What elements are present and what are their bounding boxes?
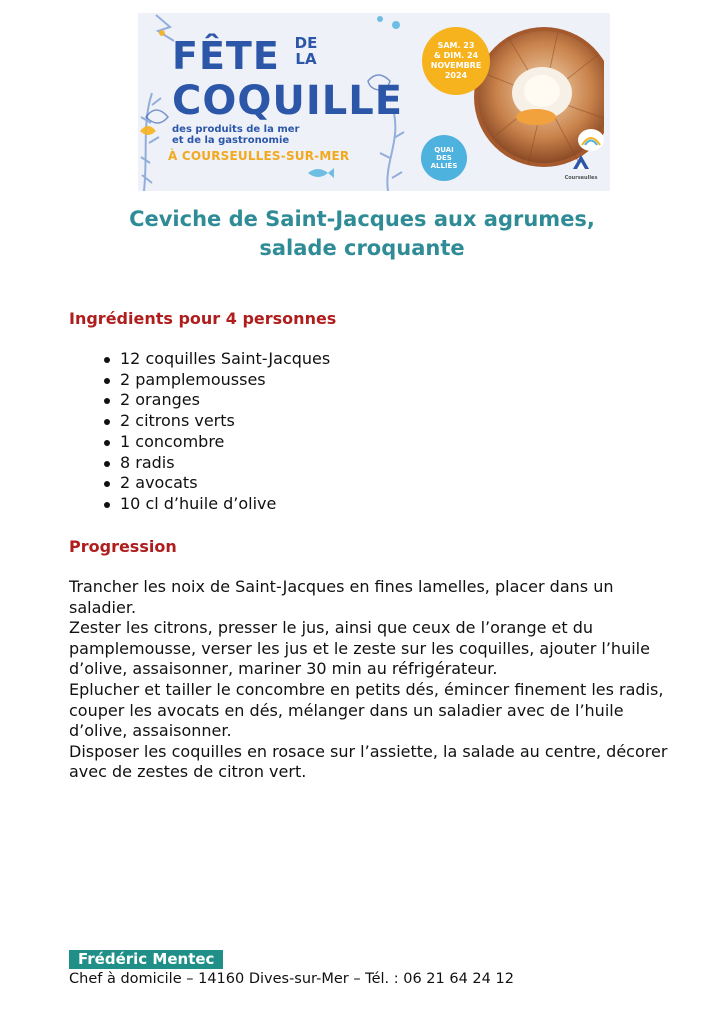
event-logo (578, 129, 604, 151)
banner-subtitle-1: des produits de la mer (172, 124, 300, 135)
banner-subtitle-2: et de la gastronomie (172, 135, 290, 146)
venue-line-2: DES (436, 154, 452, 162)
banner-location: À COURSEULLES-SUR-MER (168, 149, 350, 163)
ingredients-list (102, 349, 330, 515)
ingredient-item: 2 avocats (102, 473, 330, 494)
event-date-badge (422, 27, 490, 95)
ingredient-item: 1 concombre (102, 432, 330, 453)
banner-title-de-la (286, 35, 326, 67)
ingredient-item: 10 cl d’huile d’olive (102, 494, 330, 515)
ingredients-heading: Ingrédients pour 4 personnes (69, 309, 337, 328)
progression-steps (69, 577, 669, 783)
venue-badge (421, 135, 467, 181)
banner-subtitle (172, 124, 402, 146)
date-line-1: SAM. 23 (437, 41, 475, 50)
town-logo-text: Courseulles (564, 175, 598, 181)
event-banner (138, 13, 610, 191)
chef-name-badge: Frédéric Mentec (69, 950, 223, 969)
ingredient-item: 2 oranges (102, 390, 330, 411)
recipe-title (0, 205, 724, 263)
banner-title-de: DE (294, 34, 318, 52)
step-paragraph: Zester les citrons, presser le jus, ainsi que ceux de l’orange et du pamplemousse, verser les jus et le zeste sur les coquilles, ajouter l’huile d’olive, assaisonner, mariner 30 min au réfrigérateur. (69, 618, 650, 679)
ingredient-item: 2 pamplemousses (102, 370, 330, 391)
date-line-4: 2024 (444, 71, 468, 80)
banner-title-coquille: COQUILLE (172, 78, 404, 124)
step-paragraph: Trancher les noix de Saint-Jacques en fines lamelles, placer dans un saladier. (69, 577, 614, 617)
venue-line-1: QUAI (434, 146, 454, 154)
ingredient-item: 2 citrons verts (102, 411, 330, 432)
town-crest-icon (571, 153, 591, 171)
banner-title-la: LA (295, 50, 317, 68)
date-line-3: NOVEMBRE (430, 61, 482, 70)
ingredient-item: 12 coquilles Saint-Jacques (102, 349, 330, 370)
ingredient-item: 8 radis (102, 453, 330, 474)
step-paragraph: Eplucher et tailler le concombre en petits dés, émincer finement les radis, couper les avocats en dés, mélanger dans un saladier avec de l’huile d’olive, assaisonner. (69, 679, 664, 741)
rainbow-shell-icon (578, 129, 604, 151)
recipe-title-line-1: Ceviche de Saint-Jacques aux agrumes, (129, 207, 595, 231)
chef-contact-info: Chef à domicile – 14160 Dives-sur-Mer – Tél. : 06 21 64 24 12 (69, 971, 514, 987)
town-logo (556, 153, 606, 189)
recipe-title-line-2: salade croquante (259, 236, 465, 260)
date-line-2: & DIM. 24 (433, 51, 479, 60)
venue-line-3: ALLIÉS (430, 162, 458, 170)
progression-heading: Progression (69, 537, 177, 556)
banner-title-fete: FÊTE (172, 34, 280, 78)
step-paragraph: Disposer les coquilles en rosace sur l’assiette, la salade au centre, décorer avec de zestes de citron vert. (69, 741, 668, 782)
